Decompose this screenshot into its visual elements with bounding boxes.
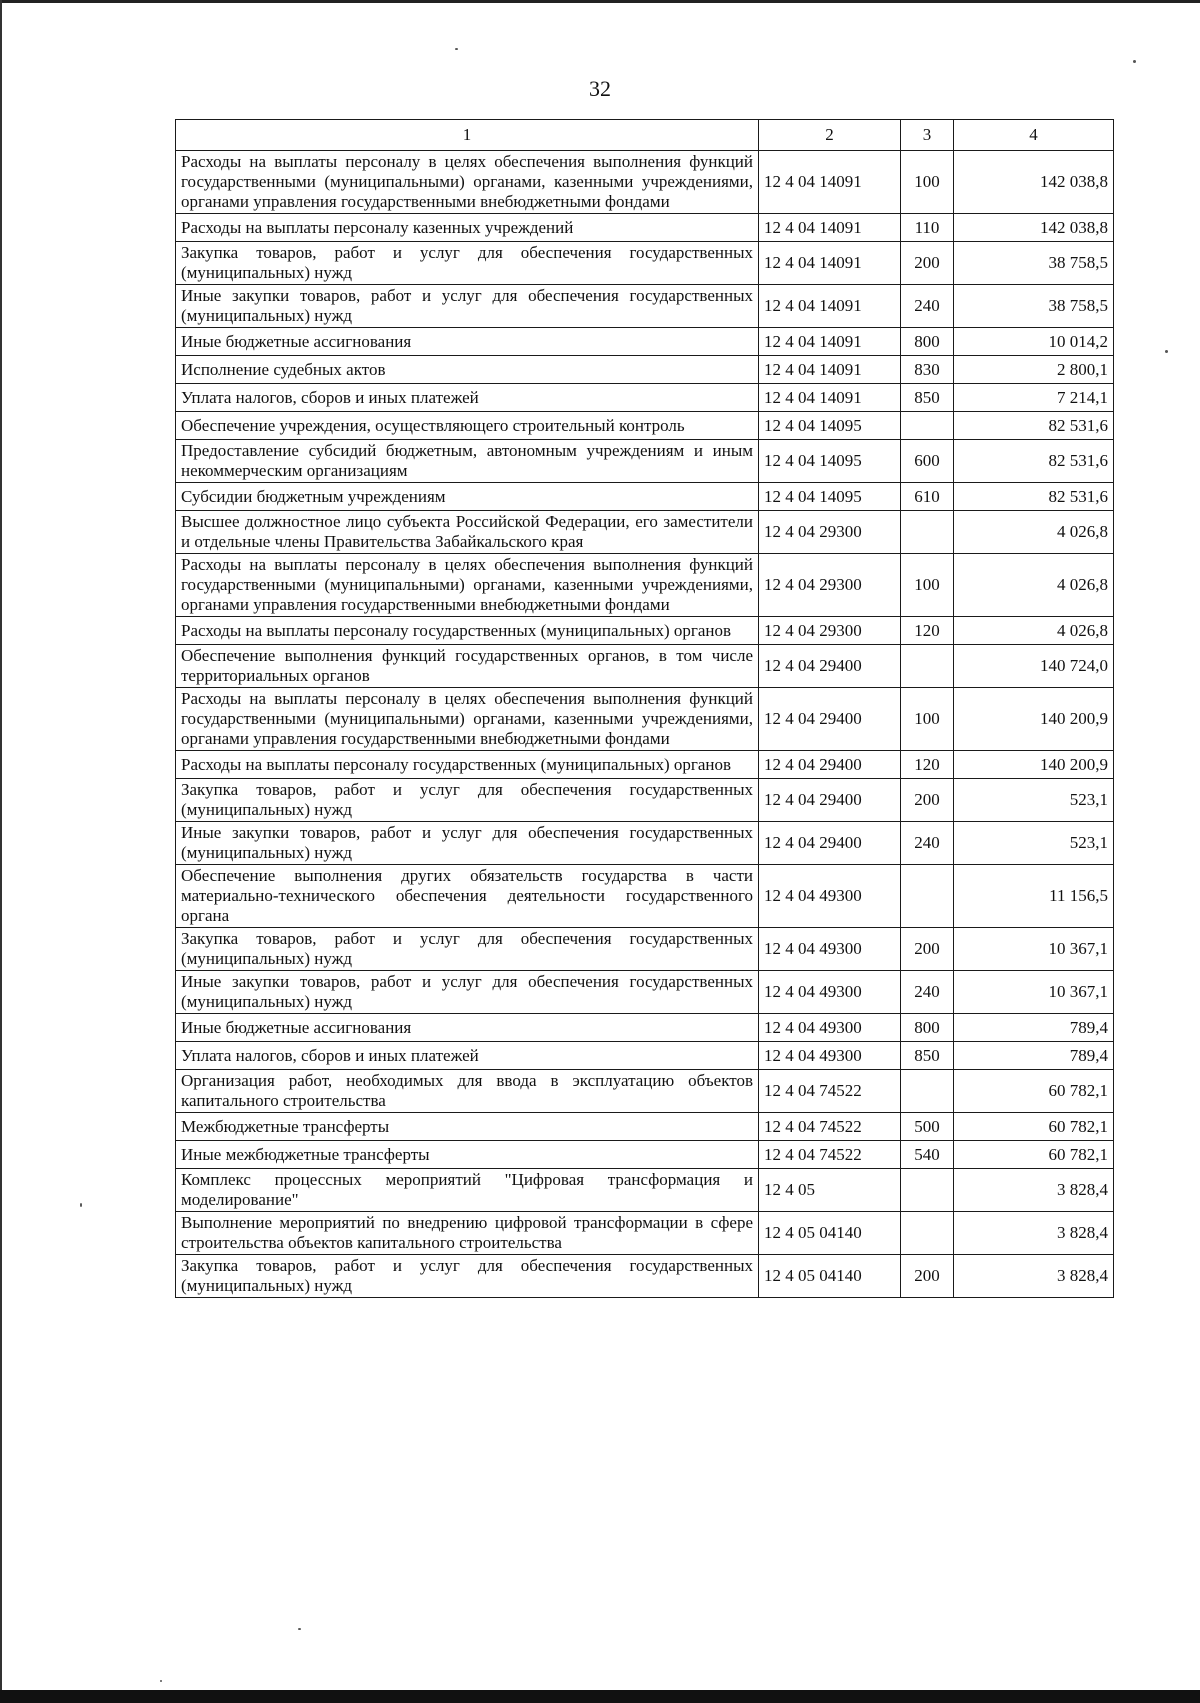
table-row xyxy=(176,412,1114,440)
header-row xyxy=(176,120,1114,151)
table-row xyxy=(176,1212,1114,1255)
row-code-cell: 12 4 04 49300 xyxy=(759,1042,901,1070)
scan-speck xyxy=(1133,60,1136,63)
row-amount-cell: 38 758,5 xyxy=(954,285,1114,328)
row-name-cell: Обеспечение учреждения, осуществляющего строительный контроль xyxy=(176,412,759,440)
row-name-cell: Расходы на выплаты персоналу государственных (муниципальных) органов xyxy=(176,617,759,645)
header-col-2: 2 xyxy=(759,120,901,151)
table-row xyxy=(176,356,1114,384)
row-name-cell: Исполнение судебных актов xyxy=(176,356,759,384)
scan-edge-top xyxy=(0,0,1200,3)
header-col-1: 1 xyxy=(176,120,759,151)
row-code-cell: 12 4 05 xyxy=(759,1169,901,1212)
table-row xyxy=(176,617,1114,645)
row-name-cell: Уплата налогов, сборов и иных платежей xyxy=(176,384,759,412)
row-expense-type-cell: 100 xyxy=(901,554,954,617)
row-expense-type-cell: 100 xyxy=(901,688,954,751)
table-row xyxy=(176,779,1114,822)
row-name-cell: Иные бюджетные ассигнования xyxy=(176,1014,759,1042)
row-expense-type-cell: 850 xyxy=(901,1042,954,1070)
row-amount-cell: 789,4 xyxy=(954,1014,1114,1042)
row-amount-cell: 10 014,2 xyxy=(954,328,1114,356)
row-amount-cell: 142 038,8 xyxy=(954,214,1114,242)
scan-speck xyxy=(80,1203,82,1207)
row-code-cell: 12 4 04 49300 xyxy=(759,1014,901,1042)
table-row xyxy=(176,483,1114,511)
row-amount-cell: 142 038,8 xyxy=(954,151,1114,214)
row-amount-cell: 60 782,1 xyxy=(954,1141,1114,1169)
row-code-cell: 12 4 04 74522 xyxy=(759,1113,901,1141)
row-name-cell: Иные бюджетные ассигнования xyxy=(176,328,759,356)
row-expense-type-cell: 200 xyxy=(901,928,954,971)
header-col-4: 4 xyxy=(954,120,1114,151)
row-expense-type-cell: 200 xyxy=(901,779,954,822)
table-row xyxy=(176,971,1114,1014)
row-name-cell: Расходы на выплаты персоналу государственных (муниципальных) органов xyxy=(176,751,759,779)
row-name-cell: Расходы на выплаты персоналу в целях обеспечения выполнения функций государственными (муниципальными) органами, казенными учреждениями, органами управления государственными внебюджетными фондами xyxy=(176,554,759,617)
row-code-cell: 12 4 04 14091 xyxy=(759,356,901,384)
table-row xyxy=(176,151,1114,214)
row-amount-cell: 4 026,8 xyxy=(954,511,1114,554)
row-expense-type-cell: 240 xyxy=(901,285,954,328)
row-code-cell: 12 4 04 14091 xyxy=(759,214,901,242)
row-expense-type-cell: 120 xyxy=(901,617,954,645)
row-expense-type-cell: 800 xyxy=(901,1014,954,1042)
row-name-cell: Обеспечение выполнения других обязательств государства в части материально-технического обеспечения деятельности государственного органа xyxy=(176,865,759,928)
row-expense-type-cell xyxy=(901,865,954,928)
table-row xyxy=(176,285,1114,328)
table-row xyxy=(176,1113,1114,1141)
row-code-cell: 12 4 05 04140 xyxy=(759,1212,901,1255)
row-code-cell: 12 4 04 74522 xyxy=(759,1070,901,1113)
table-row xyxy=(176,214,1114,242)
row-expense-type-cell xyxy=(901,1169,954,1212)
row-expense-type-cell xyxy=(901,412,954,440)
row-amount-cell: 10 367,1 xyxy=(954,971,1114,1014)
row-code-cell: 12 4 04 14091 xyxy=(759,151,901,214)
table-row xyxy=(176,384,1114,412)
row-amount-cell: 523,1 xyxy=(954,779,1114,822)
row-code-cell: 12 4 04 29400 xyxy=(759,645,901,688)
table-row xyxy=(176,1042,1114,1070)
table-row xyxy=(176,645,1114,688)
row-expense-type-cell: 800 xyxy=(901,328,954,356)
row-code-cell: 12 4 04 29400 xyxy=(759,688,901,751)
row-name-cell: Выполнение мероприятий по внедрению цифровой трансформации в сфере строительства объектов капитального строительства xyxy=(176,1212,759,1255)
row-amount-cell: 82 531,6 xyxy=(954,440,1114,483)
row-name-cell: Расходы на выплаты персоналу казенных учреждений xyxy=(176,214,759,242)
row-amount-cell: 82 531,6 xyxy=(954,412,1114,440)
scan-speck xyxy=(298,1628,301,1630)
row-expense-type-cell: 600 xyxy=(901,440,954,483)
row-expense-type-cell xyxy=(901,511,954,554)
table-row xyxy=(176,1014,1114,1042)
row-name-cell: Субсидии бюджетным учреждениям xyxy=(176,483,759,511)
row-name-cell: Расходы на выплаты персоналу в целях обеспечения выполнения функций государственными (муниципальными) органами, казенными учреждениями, органами управления государственными внебюджетными фондами xyxy=(176,688,759,751)
row-amount-cell: 140 200,9 xyxy=(954,688,1114,751)
row-name-cell: Закупка товаров, работ и услуг для обеспечения государственных (муниципальных) нужд xyxy=(176,779,759,822)
row-expense-type-cell: 120 xyxy=(901,751,954,779)
row-code-cell: 12 4 04 14091 xyxy=(759,285,901,328)
row-name-cell: Межбюджетные трансферты xyxy=(176,1113,759,1141)
row-expense-type-cell xyxy=(901,1212,954,1255)
row-name-cell: Уплата налогов, сборов и иных платежей xyxy=(176,1042,759,1070)
row-amount-cell: 4 026,8 xyxy=(954,617,1114,645)
table-row xyxy=(176,928,1114,971)
row-code-cell: 12 4 04 49300 xyxy=(759,971,901,1014)
scan-edge-left xyxy=(0,0,2,1703)
row-amount-cell: 789,4 xyxy=(954,1042,1114,1070)
row-expense-type-cell: 100 xyxy=(901,151,954,214)
row-amount-cell: 60 782,1 xyxy=(954,1113,1114,1141)
row-code-cell: 12 4 04 14091 xyxy=(759,242,901,285)
table-row xyxy=(176,511,1114,554)
row-name-cell: Закупка товаров, работ и услуг для обеспечения государственных (муниципальных) нужд xyxy=(176,1255,759,1298)
row-code-cell: 12 4 04 14095 xyxy=(759,412,901,440)
row-amount-cell: 3 828,4 xyxy=(954,1255,1114,1298)
row-code-cell: 12 4 04 29400 xyxy=(759,779,901,822)
row-name-cell: Иные закупки товаров, работ и услуг для обеспечения государственных (муниципальных) нужд xyxy=(176,822,759,865)
row-code-cell: 12 4 04 14095 xyxy=(759,483,901,511)
table-row xyxy=(176,822,1114,865)
scan-speck xyxy=(160,1680,162,1682)
row-code-cell: 12 4 04 14091 xyxy=(759,384,901,412)
row-expense-type-cell xyxy=(901,1070,954,1113)
row-expense-type-cell: 110 xyxy=(901,214,954,242)
budget-table xyxy=(175,119,1114,1298)
header-col-3: 3 xyxy=(901,120,954,151)
row-amount-cell: 3 828,4 xyxy=(954,1212,1114,1255)
row-amount-cell: 2 800,1 xyxy=(954,356,1114,384)
row-expense-type-cell: 500 xyxy=(901,1113,954,1141)
row-code-cell: 12 4 04 14095 xyxy=(759,440,901,483)
table-row xyxy=(176,242,1114,285)
row-name-cell: Расходы на выплаты персоналу в целях обеспечения выполнения функций государственными (муниципальными) органами, казенными учреждениями, органами управления государственными внебюджетными фондами xyxy=(176,151,759,214)
scan-speck xyxy=(1165,350,1168,353)
table-row xyxy=(176,554,1114,617)
row-name-cell: Обеспечение выполнения функций государственных органов, в том числе территориальных органов xyxy=(176,645,759,688)
row-expense-type-cell: 200 xyxy=(901,242,954,285)
row-expense-type-cell xyxy=(901,645,954,688)
row-expense-type-cell: 610 xyxy=(901,483,954,511)
row-name-cell: Комплекс процессных мероприятий "Цифровая трансформация и моделирование" xyxy=(176,1169,759,1212)
scan-speck xyxy=(455,48,458,50)
row-amount-cell: 4 026,8 xyxy=(954,554,1114,617)
row-code-cell: 12 4 04 29400 xyxy=(759,822,901,865)
table-body xyxy=(176,151,1114,1298)
row-name-cell: Иные закупки товаров, работ и услуг для обеспечения государственных (муниципальных) нужд xyxy=(176,971,759,1014)
page-number: 32 xyxy=(589,76,611,101)
row-amount-cell: 7 214,1 xyxy=(954,384,1114,412)
row-amount-cell: 10 367,1 xyxy=(954,928,1114,971)
table-row xyxy=(176,1255,1114,1298)
row-amount-cell: 3 828,4 xyxy=(954,1169,1114,1212)
table-row xyxy=(176,1070,1114,1113)
row-code-cell: 12 4 04 74522 xyxy=(759,1141,901,1169)
row-amount-cell: 140 724,0 xyxy=(954,645,1114,688)
row-amount-cell: 523,1 xyxy=(954,822,1114,865)
table-row xyxy=(176,1141,1114,1169)
row-code-cell: 12 4 05 04140 xyxy=(759,1255,901,1298)
row-expense-type-cell: 240 xyxy=(901,971,954,1014)
row-code-cell: 12 4 04 49300 xyxy=(759,865,901,928)
table-row xyxy=(176,1169,1114,1212)
row-name-cell: Предоставление субсидий бюджетным, автономным учреждениям и иным некоммерческим организациям xyxy=(176,440,759,483)
row-name-cell: Иные закупки товаров, работ и услуг для обеспечения государственных (муниципальных) нужд xyxy=(176,285,759,328)
row-name-cell: Организация работ, необходимых для ввода в эксплуатацию объектов капитального строительства xyxy=(176,1070,759,1113)
table-row xyxy=(176,865,1114,928)
row-amount-cell: 82 531,6 xyxy=(954,483,1114,511)
row-code-cell: 12 4 04 49300 xyxy=(759,928,901,971)
row-code-cell: 12 4 04 29300 xyxy=(759,511,901,554)
row-expense-type-cell: 200 xyxy=(901,1255,954,1298)
table-row xyxy=(176,751,1114,779)
row-amount-cell: 38 758,5 xyxy=(954,242,1114,285)
row-code-cell: 12 4 04 29300 xyxy=(759,554,901,617)
row-name-cell: Закупка товаров, работ и услуг для обеспечения государственных (муниципальных) нужд xyxy=(176,928,759,971)
row-expense-type-cell: 830 xyxy=(901,356,954,384)
row-code-cell: 12 4 04 29400 xyxy=(759,751,901,779)
row-amount-cell: 11 156,5 xyxy=(954,865,1114,928)
row-expense-type-cell: 540 xyxy=(901,1141,954,1169)
row-code-cell: 12 4 04 29300 xyxy=(759,617,901,645)
scan-edge-bottom xyxy=(0,1690,1200,1703)
row-name-cell: Иные межбюджетные трансферты xyxy=(176,1141,759,1169)
row-expense-type-cell: 240 xyxy=(901,822,954,865)
table-row xyxy=(176,328,1114,356)
row-name-cell: Высшее должностное лицо субъекта Российской Федерации, его заместители и отдельные члены Правительства Забайкальского края xyxy=(176,511,759,554)
table-row xyxy=(176,440,1114,483)
row-name-cell: Закупка товаров, работ и услуг для обеспечения государственных (муниципальных) нужд xyxy=(176,242,759,285)
row-code-cell: 12 4 04 14091 xyxy=(759,328,901,356)
row-expense-type-cell: 850 xyxy=(901,384,954,412)
row-amount-cell: 60 782,1 xyxy=(954,1070,1114,1113)
table-row xyxy=(176,688,1114,751)
row-amount-cell: 140 200,9 xyxy=(954,751,1114,779)
